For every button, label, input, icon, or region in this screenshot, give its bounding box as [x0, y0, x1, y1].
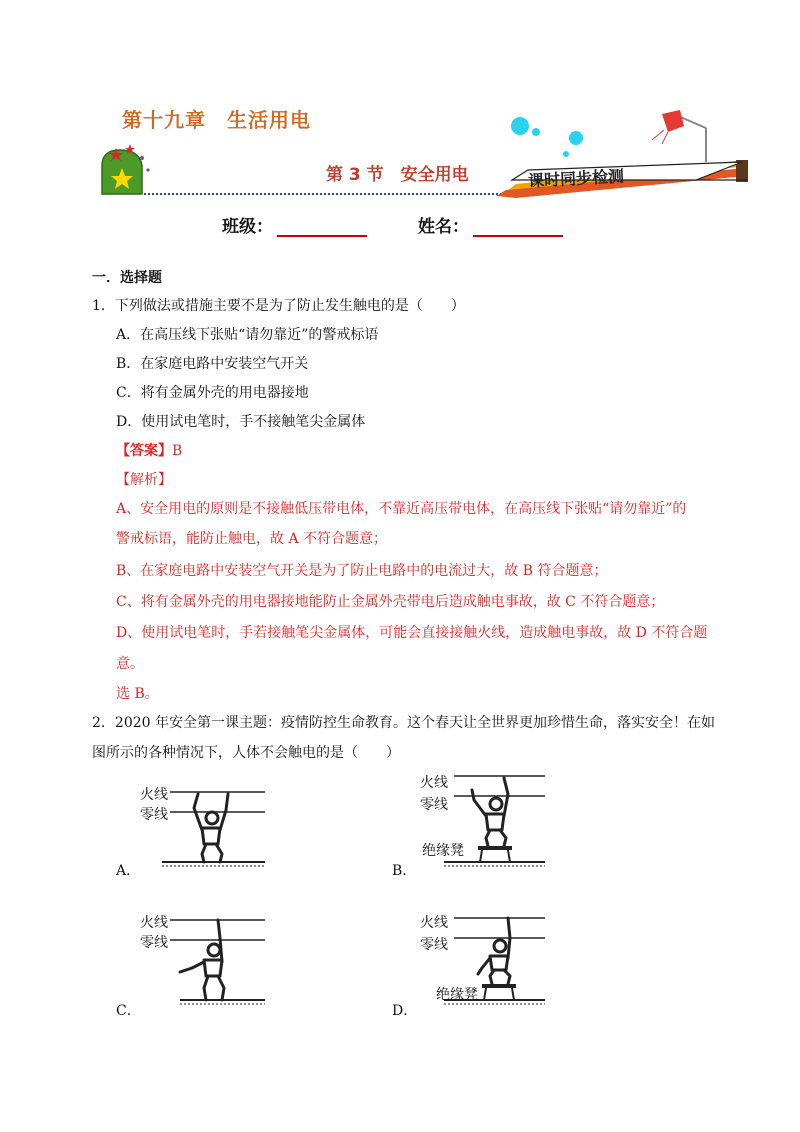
fig-c-live-label: 火线 [140, 915, 168, 931]
fig-d-stool-label: 绝缘凳 [436, 987, 478, 1003]
q2-stem-1: 2．2020 年安全第一课主题：疫情防控生命教育。这个春天让全世界更加珍惜生命，落实安全！在如 [92, 715, 715, 731]
q1-option-d: D．使用试电笔时，手不接触笔尖金属体 [116, 414, 366, 430]
q1-answer [116, 441, 716, 461]
analysis-line-2: 警戒标语，能防止触电，故 A 不符合题意； [116, 531, 388, 547]
fig-d-neutral-label: 零线 [420, 937, 448, 953]
class-blank [277, 217, 367, 237]
q2-stem-2: 图所示的各种情况下，人体不会触电的是（ ） [92, 745, 400, 761]
name-field [418, 212, 563, 237]
q1-option-b: B．在家庭电路中安装空气开关 [116, 356, 309, 372]
analysis-line-5: D、使用试电笔时，手若接触笔尖金属体，可能会直接接触火线，造成触电事故，故 D 不符合题 [116, 625, 708, 641]
fig-b-live-label: 火线 [420, 775, 448, 791]
analysis-line-6: 意。 [116, 656, 144, 672]
class-field [222, 212, 367, 237]
name-label: 姓名： [418, 217, 469, 237]
analysis-line-3: B、在家庭电路中安装空气开关是为了防止电路中的电流过大，故 B 符合题意； [116, 563, 608, 579]
fig-d-option: D． [392, 1003, 418, 1019]
class-label: 班级： [222, 217, 273, 237]
q1-stem: 1．下列做法或措施主要不是为了防止发生触电的是（ ） [92, 298, 465, 314]
q1-option-c: C．将有金属外壳的用电器接地 [116, 385, 309, 401]
fig-b-option: B． [392, 863, 417, 879]
analysis-line-4: C、将有金属外壳的用电器接地能防止金属外壳带电后造成触电事故，故 C 不符合题意； [116, 594, 665, 610]
fig-a-neutral-label: 零线 [140, 807, 168, 823]
analysis-label: 【解析】 [116, 472, 172, 488]
fig-b-stool-label: 绝缘凳 [422, 843, 464, 859]
analysis-line-7: 选 B。 [116, 686, 159, 702]
fig-b-neutral-label: 零线 [420, 797, 448, 813]
q1-option-a: A．在高压线下张贴“请勿靠近”的警戒标语 [116, 327, 379, 343]
chapter-title: 第十九章 生活用电 [122, 108, 311, 132]
fig-c-option: C． [116, 1003, 141, 1019]
part-title: 一．选择题 [92, 270, 162, 286]
banner-label: 课时同步检测 [527, 166, 625, 191]
fig-d-live-label: 火线 [420, 915, 448, 931]
name-blank [473, 217, 563, 237]
analysis-line-1: A、安全用电的原则是不接触低压带电体，不靠近高压带电体，在高压线下张贴“请勿靠近”的 [116, 501, 687, 517]
fig-c-neutral-label: 零线 [140, 935, 168, 951]
answer-value: B [172, 443, 183, 459]
answer-label: 【答案】 [116, 443, 172, 459]
fig-a-option: A． [116, 863, 141, 879]
section-title: 第 3 节 安全用电 [326, 165, 469, 185]
fig-a-live-label: 火线 [140, 787, 168, 803]
